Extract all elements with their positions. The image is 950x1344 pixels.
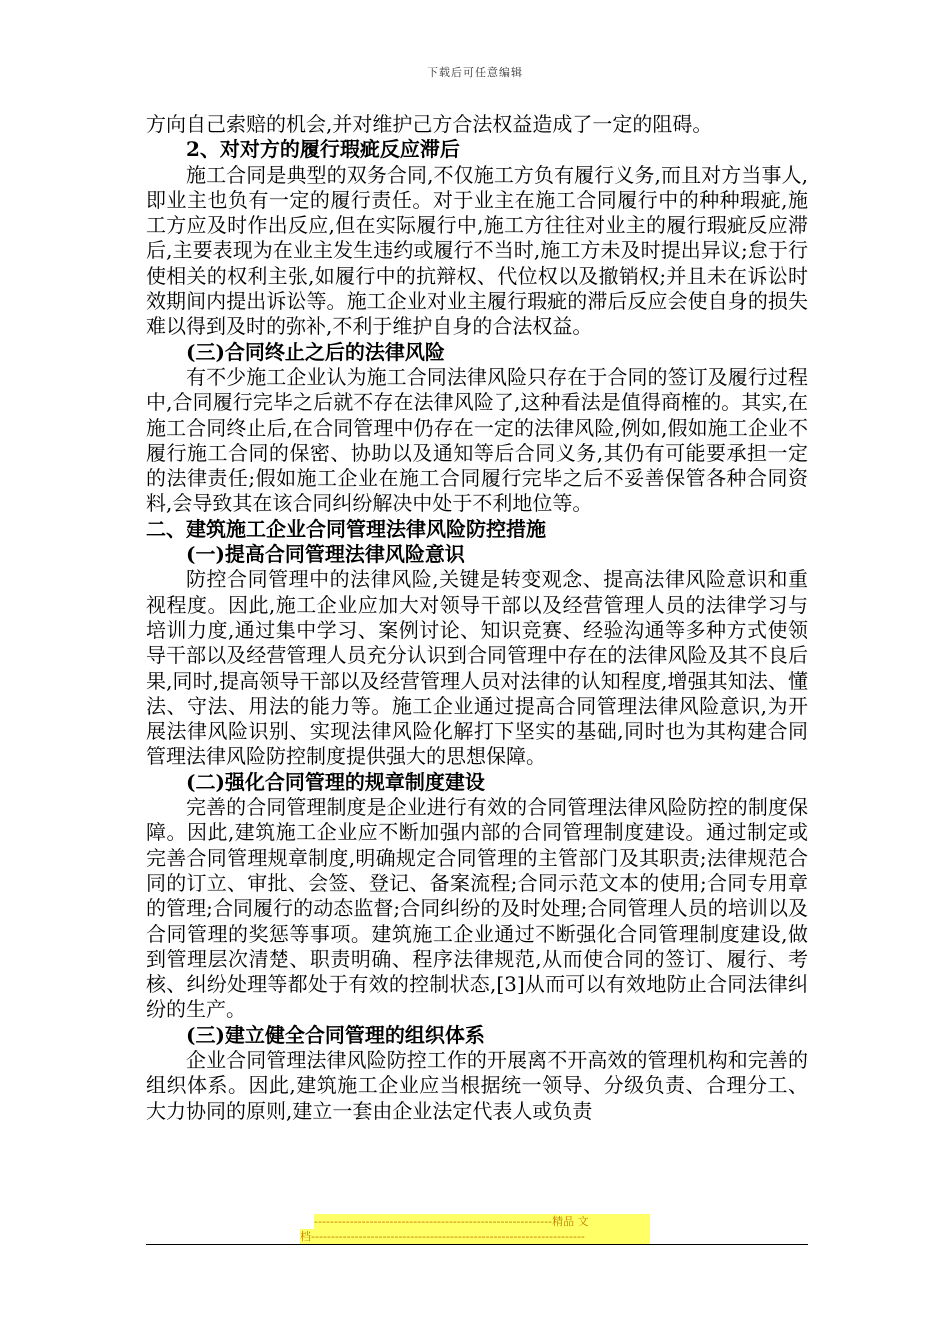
subheading-a: (一)提高合同管理法律风险意识 [186,542,465,567]
paragraph-continuation: 方向自己索赔的机会,并对维护己方合法权益造成了一定的阻碍。 [146,112,713,136]
paragraph: 完善的合同管理制度是企业进行有效的合同管理法律风险防控的制度保障。因此,建筑施工企业应不断加强内部的合同管理制度建设。通过制定或完善合同管理规章制度,明确规定合同管理的主管部门及其职责;法律规范合同的订立、审批、会签、登记、备案流程;合同示范文本的使用;合同专用章的管理;合同履行的动态监督;合同纠纷的及时处理;合同管理人员的培训以及合同管理的奖惩等事项。建筑施工企业通过不断强化合同管理制度建设,做到管理层次清楚、职责明确、程序法律规范,从而使合同的签订、履行、考核、纠纷处理等都处于有效的控制状态,[3]从而可以有效地防止合同法律纠纷的生产。 [146,795,808,1022]
paragraph: 有不少施工企业认为施工合同法律风险只存在于合同的签订及履行过程中,合同履行完毕之后就不存在法律风险了,这种看法是值得商榷的。其实,在施工合同终止后,在合同管理中仍存在一定的法律风险,例如,假如施工企业不履行施工合同的保密、协助以及通知等后合同义务,其仍有可能要承担一定的法律责任;假如施工企业在施工合同履行完毕之后不妥善保管各种合同资料,会导致其在该合同纠纷解决中处于不利地位等。 [146,364,808,516]
paragraph: 防控合同管理中的法律风险,关键是转变观念、提高法律风险意识和重视程度。因此,施工企业应加大对领导干部以及经营管理人员的法律学习与培训力度,通过集中学习、案例讨论、知识竞赛、经验沟通等多种方式使领导干部以及经营管理人员充分认识到合同管理中存在的法律风险及其不良后果,同时,提高领导干部以及经营管理人员对法律的认知程度,增强其知法、懂法、守法、用法的能力等。施工企业通过提高合同管理法律风险意识,为开展法律风险识别、实现法律风险化解打下坚实的基础,同时也为其构建合同管理法律风险防控制度提供强大的思想保障。 [146,567,808,769]
page-header: 下载后可任意编辑 [427,66,523,79]
subheading-3: (三)合同终止之后的法律风险 [186,339,445,364]
footer-watermark [300,1214,650,1244]
subheading-c: (三)建立健全合同管理的组织体系 [186,1022,485,1047]
document-body [146,112,808,1124]
footer-line-2: 档--------------------------------------------------------------------- [300,1229,650,1244]
subheading-b: (二)强化合同管理的规章制度建设 [186,769,485,794]
footer-line-1: ------------------------------------------------------------精品 文 [314,1214,650,1229]
section-heading: 二、建筑施工企业合同管理法律风险防控措施 [146,516,546,541]
subheading-2: 2、对对方的履行瑕疵反应滞后 [186,137,460,162]
paragraph: 企业合同管理法律风险防控工作的开展离不开高效的管理机构和完善的组织体系。因此,建筑施工企业应当根据统一领导、分级负责、合理分工、大力协同的原则,建立一套由企业法定代表人或负责 [146,1047,808,1123]
paragraph: 施工合同是典型的双务合同,不仅施工方负有履行义务,而且对方当事人,即业主也负有一定的履行责任。对于业主在施工合同履行中的种种瑕疵,施工方应及时作出反应,但在实际履行中,施工方往往对业主的履行瑕疵反应滞后,主要表现为在业主发生违约或履行不当时,施工方未及时提出异议;怠于行使相关的权利主张,如履行中的抗辩权、代位权以及撤销权;并且未在诉讼时效期间内提出诉讼等。施工企业对业主履行瑕疵的滞后反应会使自身的损失难以得到及时的弥补,不利于维护自身的合法权益。 [146,162,808,339]
footer-rule [146,1244,808,1245]
